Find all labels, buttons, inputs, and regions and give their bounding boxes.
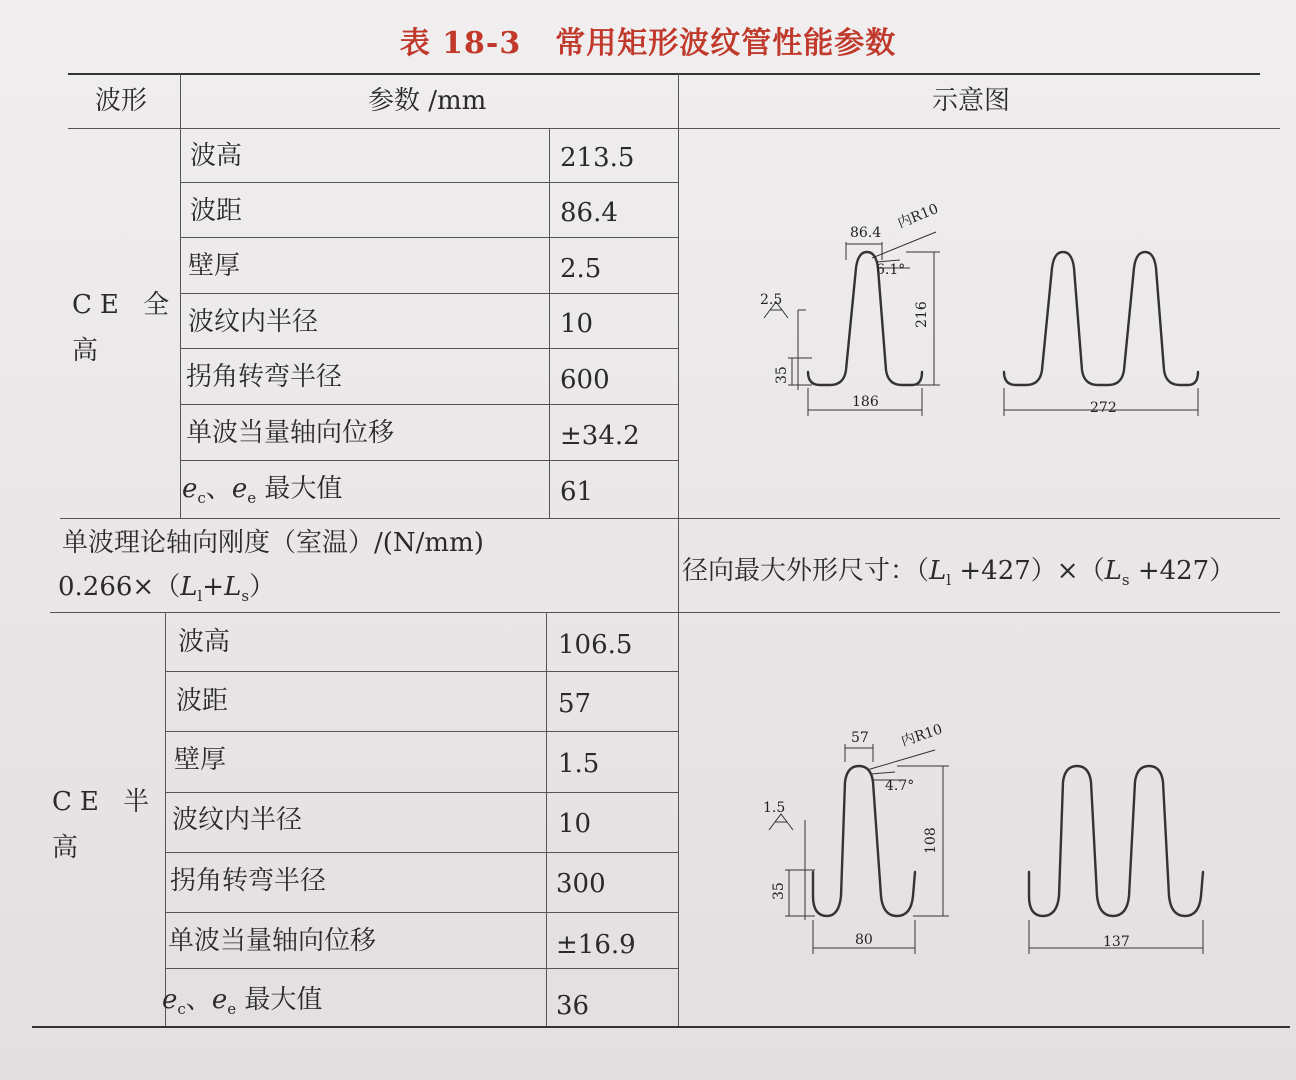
param-value: 2.5 bbox=[560, 254, 602, 284]
radial-label: 径向最大外形尺寸： bbox=[682, 556, 917, 586]
table-bottom-rule bbox=[32, 1026, 1290, 1028]
param-name: 波纹内半径 bbox=[172, 805, 303, 835]
half-double-profile bbox=[1029, 766, 1203, 916]
table-top-rule bbox=[68, 73, 1260, 75]
row-rule bbox=[180, 293, 678, 294]
full-width2-text: 272 bbox=[1090, 400, 1117, 416]
row-rule bbox=[165, 792, 678, 793]
header-parameters: 参数 /mm bbox=[368, 86, 487, 116]
full-flange bbox=[798, 310, 806, 390]
row-rule bbox=[165, 852, 678, 853]
half-height-label-line2: 高 bbox=[52, 832, 79, 863]
param-value: 1.5 bbox=[558, 749, 600, 779]
row-rule bbox=[180, 237, 678, 238]
full-height-text: 216 bbox=[914, 301, 930, 328]
col-divider bbox=[678, 73, 679, 1026]
half-height-text: 108 bbox=[923, 827, 939, 854]
param-value: 86.4 bbox=[560, 198, 618, 228]
full-thickness-text: 2.5 bbox=[760, 292, 783, 308]
col-divider bbox=[165, 612, 166, 1026]
row-rule bbox=[180, 348, 678, 349]
col-divider bbox=[546, 612, 547, 1026]
half-pitch-dim bbox=[845, 744, 873, 762]
table-number: 表 18-3 bbox=[399, 26, 522, 61]
param-name: 壁厚 bbox=[188, 251, 241, 281]
stiffness-formula: $0.266\times(L_l+L_s)$ bbox=[58, 572, 276, 606]
table-title-text: 常用矩形波纹管性能参数 bbox=[555, 26, 897, 61]
full-height-label-line2: 高 bbox=[72, 335, 99, 366]
row-rule bbox=[180, 460, 678, 461]
param-name: 拐角转弯半径 bbox=[186, 362, 343, 392]
full-pitch-text: 86.4 bbox=[850, 225, 882, 241]
param-value: ±16.9 bbox=[556, 930, 636, 960]
row-rule bbox=[165, 671, 678, 672]
param-name: 拐角转弯半径 bbox=[170, 866, 327, 896]
half-pitch-text: 57 bbox=[851, 730, 869, 746]
full-base-text: 35 bbox=[774, 366, 790, 384]
param-value: 10 bbox=[560, 309, 594, 339]
param-name: 单波当量轴向位移 bbox=[186, 418, 395, 448]
param-value: 600 bbox=[560, 365, 610, 395]
col-divider bbox=[180, 73, 181, 518]
section-rule bbox=[60, 518, 1280, 519]
param-value: ±34.2 bbox=[560, 421, 640, 451]
radial-dimension: 径向最大外形尺寸：$(L_l +427)\times(L_s +427)$ bbox=[682, 556, 1236, 590]
row-rule bbox=[165, 968, 678, 969]
full-radius-text: 内R10 bbox=[895, 201, 941, 232]
param-value: 300 bbox=[556, 869, 606, 899]
param-name: 波纹内半径 bbox=[188, 307, 319, 337]
half-height-label bbox=[52, 780, 157, 871]
param-value: 61 bbox=[560, 477, 594, 507]
full-height-label bbox=[72, 283, 177, 374]
param-name-eccentricity: $e_c$、$e_e$ 最大值 bbox=[182, 474, 343, 508]
half-thickness-mark bbox=[769, 814, 793, 830]
full-height-label-line1: CE 全 bbox=[72, 290, 178, 320]
col-divider bbox=[549, 128, 550, 518]
half-width2-text: 137 bbox=[1103, 934, 1130, 950]
half-height-label-line1: CE 半 bbox=[52, 787, 158, 817]
row-rule bbox=[165, 731, 678, 732]
param-value: 106.5 bbox=[558, 630, 633, 660]
param-name-suffix: 最大值 bbox=[244, 985, 323, 1015]
stiffness-label: 单波理论轴向刚度（室温）/(N/mm) bbox=[62, 528, 484, 558]
param-name: 壁厚 bbox=[174, 745, 227, 775]
half-base-text: 35 bbox=[771, 882, 787, 900]
full-angle-text: 6.1° bbox=[876, 262, 906, 278]
stiffness-formula-prefix: 0.266×（ bbox=[58, 572, 181, 602]
header-diagram: 示意图 bbox=[932, 86, 1011, 116]
half-base-dim bbox=[785, 870, 815, 916]
param-name: 单波当量轴向位移 bbox=[168, 926, 377, 956]
param-value: 36 bbox=[556, 991, 590, 1021]
half-thickness-text: 1.5 bbox=[763, 800, 786, 816]
param-value: 57 bbox=[558, 689, 592, 719]
half-angle-text: 4.7° bbox=[885, 778, 915, 794]
param-name: 波高 bbox=[190, 141, 243, 171]
radial-formula-a: （ bbox=[916, 556, 930, 586]
radial-formula-c: +427） bbox=[1137, 556, 1236, 586]
half-width-text: 80 bbox=[855, 932, 873, 948]
radial-formula-b: +427）×（ bbox=[959, 556, 1105, 586]
row-rule bbox=[180, 182, 678, 183]
half-height-diagram bbox=[745, 721, 1225, 960]
row-rule bbox=[165, 912, 678, 913]
full-width-text: 186 bbox=[852, 394, 879, 410]
half-radius-text: 内R10 bbox=[899, 721, 945, 750]
section-rule bbox=[50, 612, 1280, 613]
param-name-eccentricity: $e_c$、$e_e$ 最大值 bbox=[162, 985, 323, 1019]
full-pitch-dim bbox=[846, 242, 882, 260]
half-radius-leader bbox=[867, 750, 935, 770]
full-double-profile bbox=[1004, 252, 1198, 385]
stiffness-formula-suffix: ） bbox=[249, 572, 276, 602]
param-name: 波距 bbox=[190, 196, 243, 226]
header-rule bbox=[68, 128, 1280, 129]
table-title bbox=[0, 18, 1296, 62]
header-waveform: 波形 bbox=[95, 86, 148, 116]
param-name: 波距 bbox=[176, 686, 229, 716]
full-height-diagram bbox=[740, 201, 1220, 430]
param-name-suffix: 最大值 bbox=[264, 474, 343, 504]
row-rule bbox=[180, 404, 678, 405]
param-value: 213.5 bbox=[560, 143, 635, 173]
param-value: 10 bbox=[558, 809, 592, 839]
param-name: 波高 bbox=[178, 627, 231, 657]
